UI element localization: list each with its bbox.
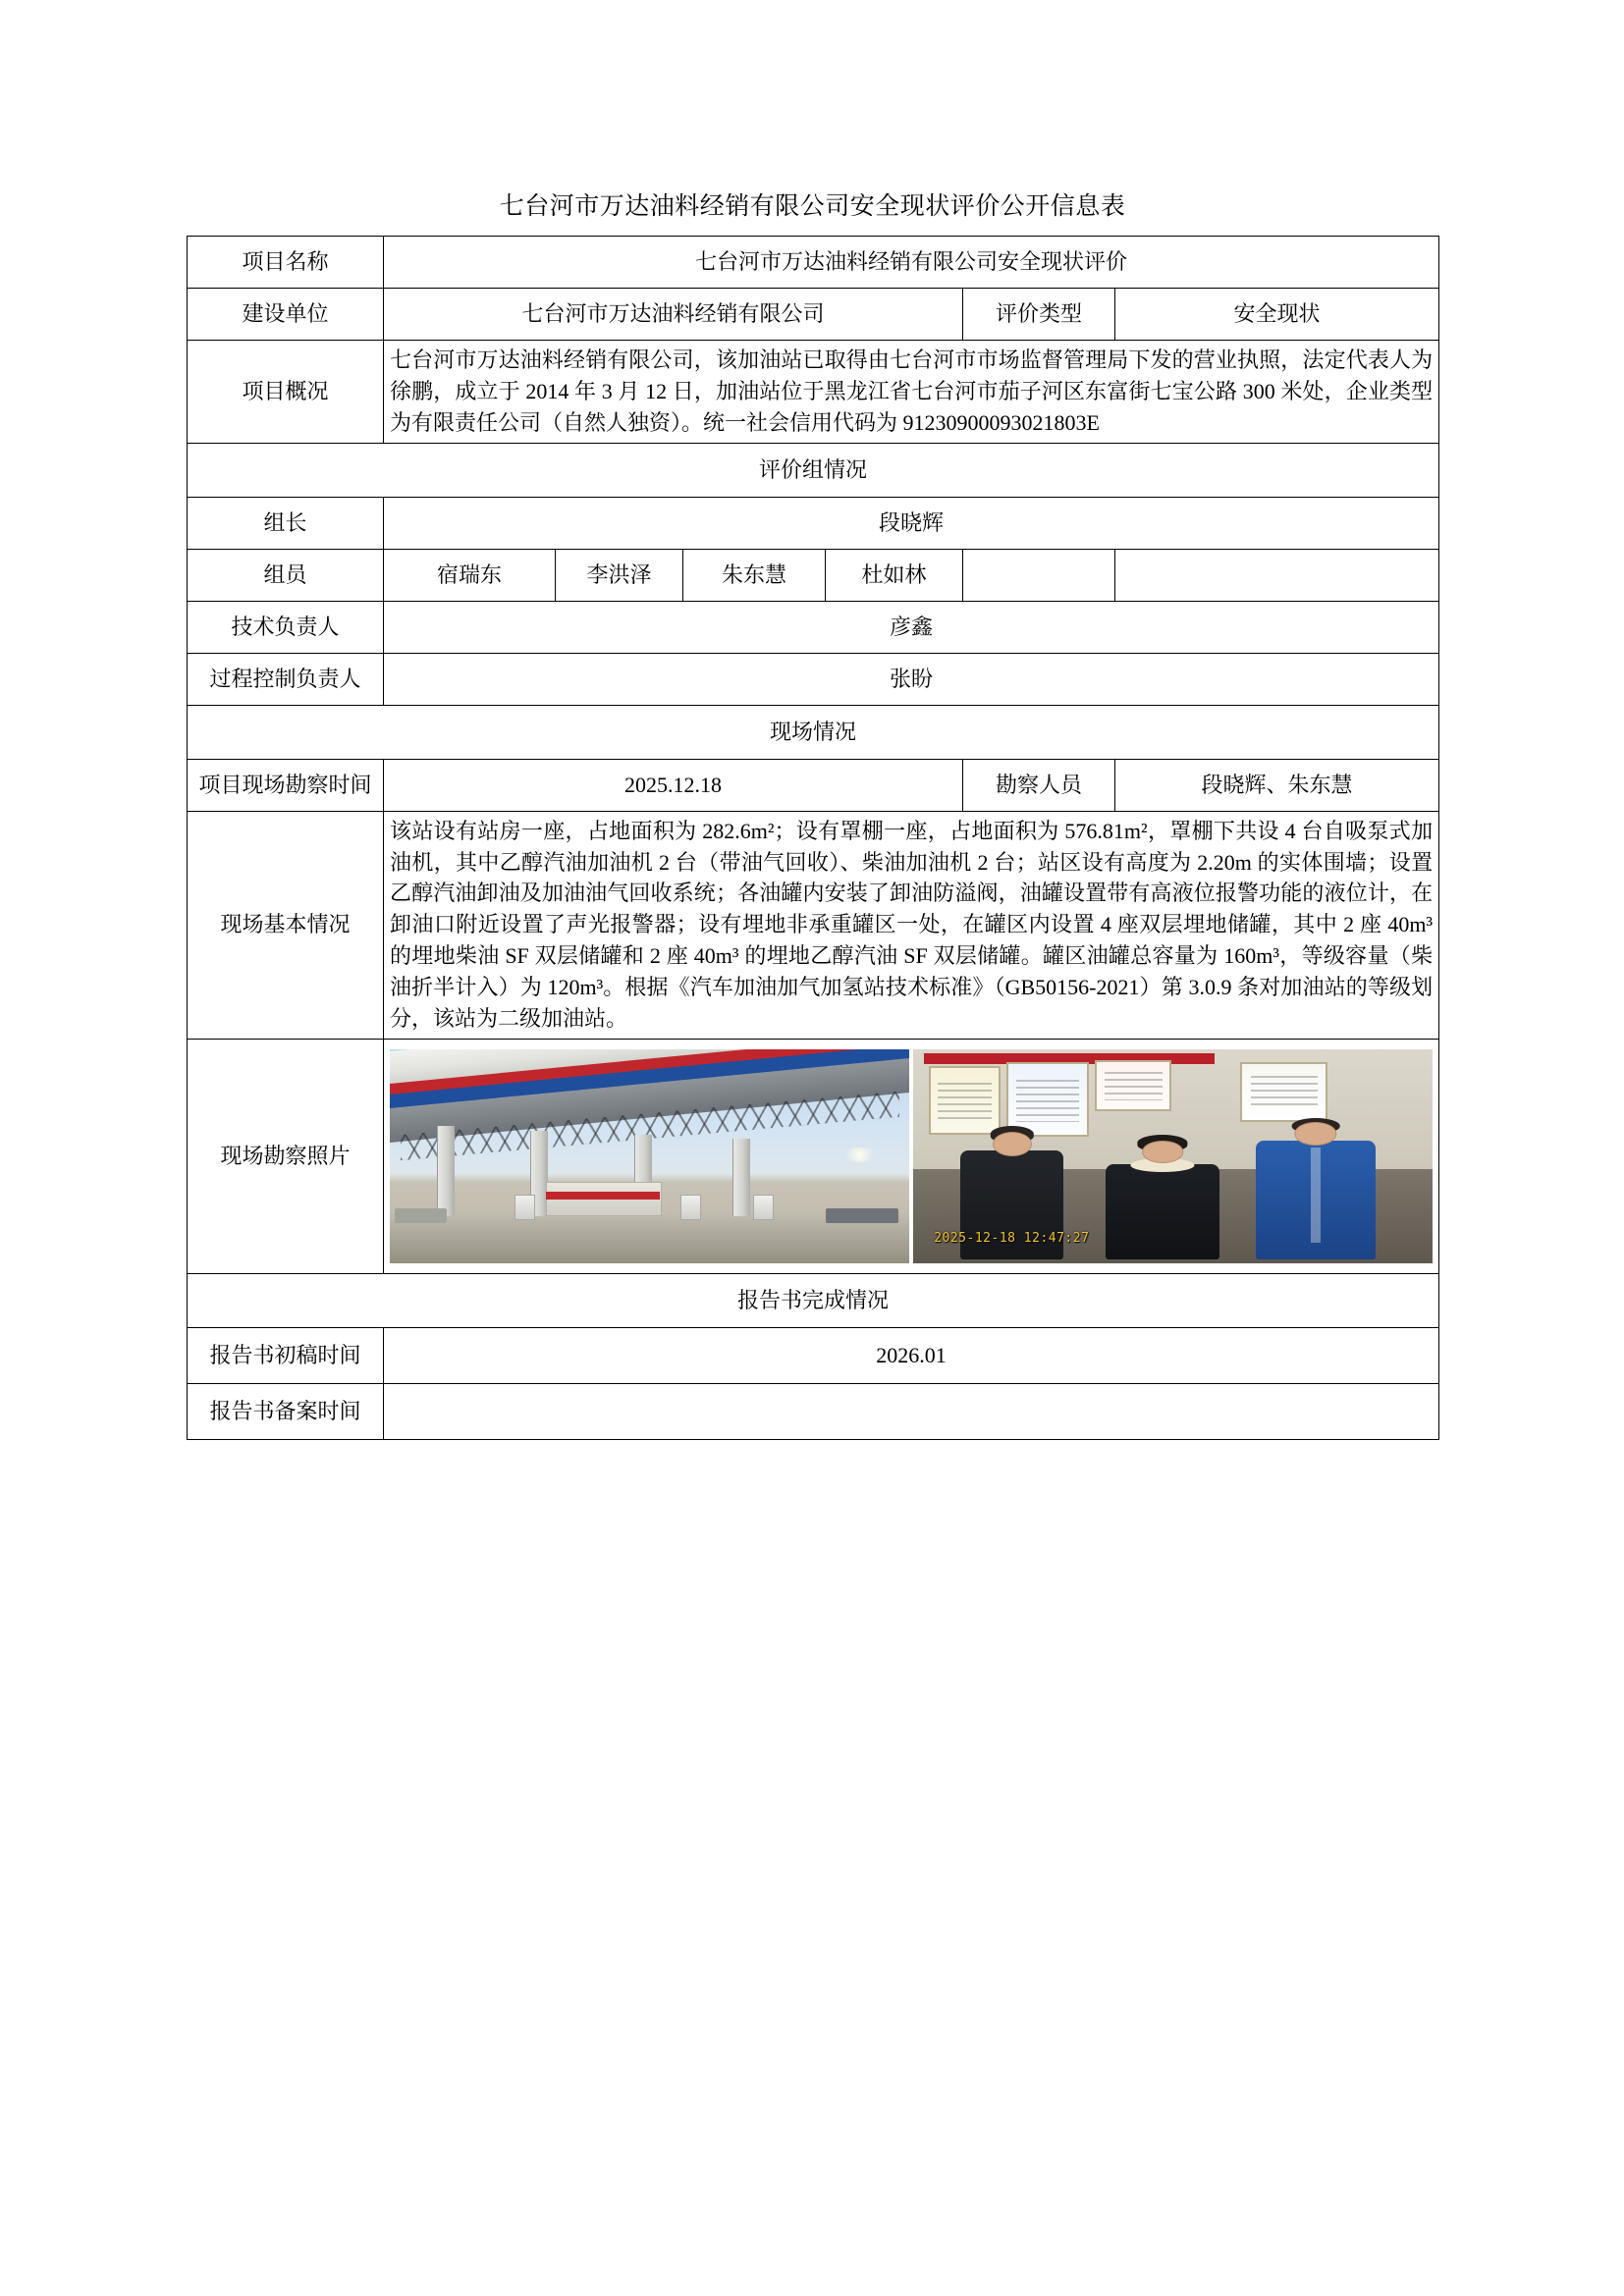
station-building-band: [546, 1192, 660, 1200]
tech-lead-value: 彦鑫: [384, 601, 1439, 653]
table-row-tech-lead: [188, 601, 1439, 653]
process-control-label: 过程控制负责人: [188, 653, 384, 705]
process-control-value: 张盼: [384, 653, 1439, 705]
person-center-coat: [1106, 1164, 1219, 1258]
photos-cell: [384, 1039, 1439, 1273]
table-row-construction-unit: [188, 289, 1439, 341]
person-left-head: [993, 1132, 1032, 1156]
photo-site-survey-people: [913, 1049, 1433, 1263]
table-row-process-control: [188, 653, 1439, 705]
project-name-value: 七台河市万达油料经销有限公司安全现状评价: [384, 237, 1439, 289]
filing-time-value: [384, 1383, 1439, 1439]
table-row-members: [188, 549, 1439, 601]
table-row-project-overview: [188, 341, 1439, 444]
member-cell-6: [1115, 549, 1439, 601]
person-center: [1106, 1135, 1219, 1258]
filing-time-label: 报告书备案时间: [188, 1383, 384, 1439]
survey-time-value: 2025.12.18: [384, 759, 963, 811]
table-row-project-name: [188, 237, 1439, 289]
photo-timestamp: 2025-12-18 12:47:27: [934, 1230, 1090, 1246]
surveyors-label: 勘察人员: [963, 759, 1115, 811]
page-title: 七台河市万达油料经销有限公司安全现状评价公开信息表: [499, 193, 1126, 220]
person-center-head: [1142, 1141, 1183, 1162]
tech-lead-label: 技术负责人: [188, 601, 384, 653]
member-cell-3: 朱东慧: [683, 549, 826, 601]
person-right-head: [1294, 1122, 1336, 1146]
survey-time-label: 项目现场勘察时间: [188, 759, 384, 811]
fuel-dispenser-3: [753, 1195, 774, 1220]
public-information-table: [187, 236, 1439, 1440]
wall-poster-3: [1095, 1060, 1171, 1111]
wall-poster-4: [1240, 1062, 1327, 1122]
construction-unit-label: 建设单位: [188, 289, 384, 341]
table-row-leader: [188, 497, 1439, 549]
photo-gallery: [390, 1049, 1433, 1263]
vehicle-right: [826, 1208, 898, 1222]
member-cell-2: 李洪泽: [556, 549, 683, 601]
site-basic-label: 现场基本情况: [188, 811, 384, 1039]
photos-label: 现场勘察照片: [188, 1039, 384, 1273]
table-row-site-section: [188, 705, 1439, 759]
table-row-report-section: [188, 1273, 1439, 1327]
document-body: [187, 192, 1438, 1440]
person-right-jacket: [1256, 1141, 1376, 1259]
leader-label: 组长: [188, 497, 384, 549]
canopy-column-1: [437, 1126, 455, 1216]
table-row-site-basic: [188, 811, 1439, 1039]
table-row-filing-time: [188, 1383, 1439, 1439]
project-overview-label: 项目概况: [188, 341, 384, 444]
vehicle-left: [395, 1208, 447, 1222]
fuel-dispenser-1: [514, 1195, 535, 1220]
wall-poster-1: [929, 1066, 1001, 1134]
table-row-survey-time: [188, 759, 1439, 811]
canopy-column-4: [732, 1139, 750, 1215]
evaluation-type-label: 评价类型: [963, 289, 1115, 341]
member-cell-5: [963, 549, 1115, 601]
draft-time-value: 2026.01: [384, 1327, 1439, 1383]
project-overview-value: 七台河市万达油料经销有限公司，该加油站已取得由七台河市市场监督管理局下发的营业执照，法定代表人为徐鹏，成立于 2014 年 3 月 12 日，加油站位于黑龙江省七台河市茄子河区东富街七宝公路 300 米处，企业类型为有限责任公司（自然人独资）。统一社会信用代码为 91230900093021803E: [384, 341, 1439, 444]
project-name-label: 项目名称: [188, 237, 384, 289]
members-label: 组员: [188, 549, 384, 601]
surveyors-value: 段晓辉、朱东慧: [1115, 759, 1439, 811]
leader-value: 段晓辉: [384, 497, 1439, 549]
fuel-dispenser-2: [680, 1195, 701, 1220]
person-right: [1256, 1118, 1376, 1259]
member-cell-1: 宿瑞东: [384, 549, 556, 601]
table-row-draft-time: [188, 1327, 1439, 1383]
sun-glare: [841, 1148, 878, 1162]
photo-gas-station-canopy: [390, 1049, 909, 1263]
table-row-photos: [188, 1039, 1439, 1273]
site-section-header: 现场情况: [188, 705, 1439, 759]
station-building: [546, 1182, 662, 1216]
construction-unit-value: 七台河市万达油料经销有限公司: [384, 289, 963, 341]
member-cell-4: 杜如林: [826, 549, 963, 601]
site-basic-value: 该站设有站房一座，占地面积为 282.6m²；设有罩棚一座，占地面积为 576.81m²，罩棚下共设 4 台自吸泵式加油机，其中乙醇汽油加油机 2 台（带油气回收）、柴油加油机 2 台；站区设有高度为 2.20m 的实体围墙；设置乙醇汽油卸油及加油油气回收系统；各油罐内安装了卸油防溢阀，油罐设置带有高液位报警功能的液位计，在卸油口附近设置了声光报警器；设有埋地非承重罐区一处，在罐区内设置 4 座双层埋地储罐，其中 2 座 40m³ 的埋地柴油 SF 双层储罐和 2 座 40m³ 的埋地乙醇汽油 SF 双层储罐。罐区油罐总容量为 160m³，等级容量（柴油折半计入）为 120m³。根据《汽车加油加气加氢站技术标准》（GB50156-2021）第 3.0.9 条对加油站的等级划分，该站为二级加油站。: [384, 811, 1439, 1039]
report-section-header: 报告书完成情况: [188, 1273, 1439, 1327]
table-row-team-section: [188, 443, 1439, 497]
team-section-header: 评价组情况: [188, 443, 1439, 497]
draft-time-label: 报告书初稿时间: [188, 1327, 384, 1383]
evaluation-type-value: 安全现状: [1115, 289, 1439, 341]
